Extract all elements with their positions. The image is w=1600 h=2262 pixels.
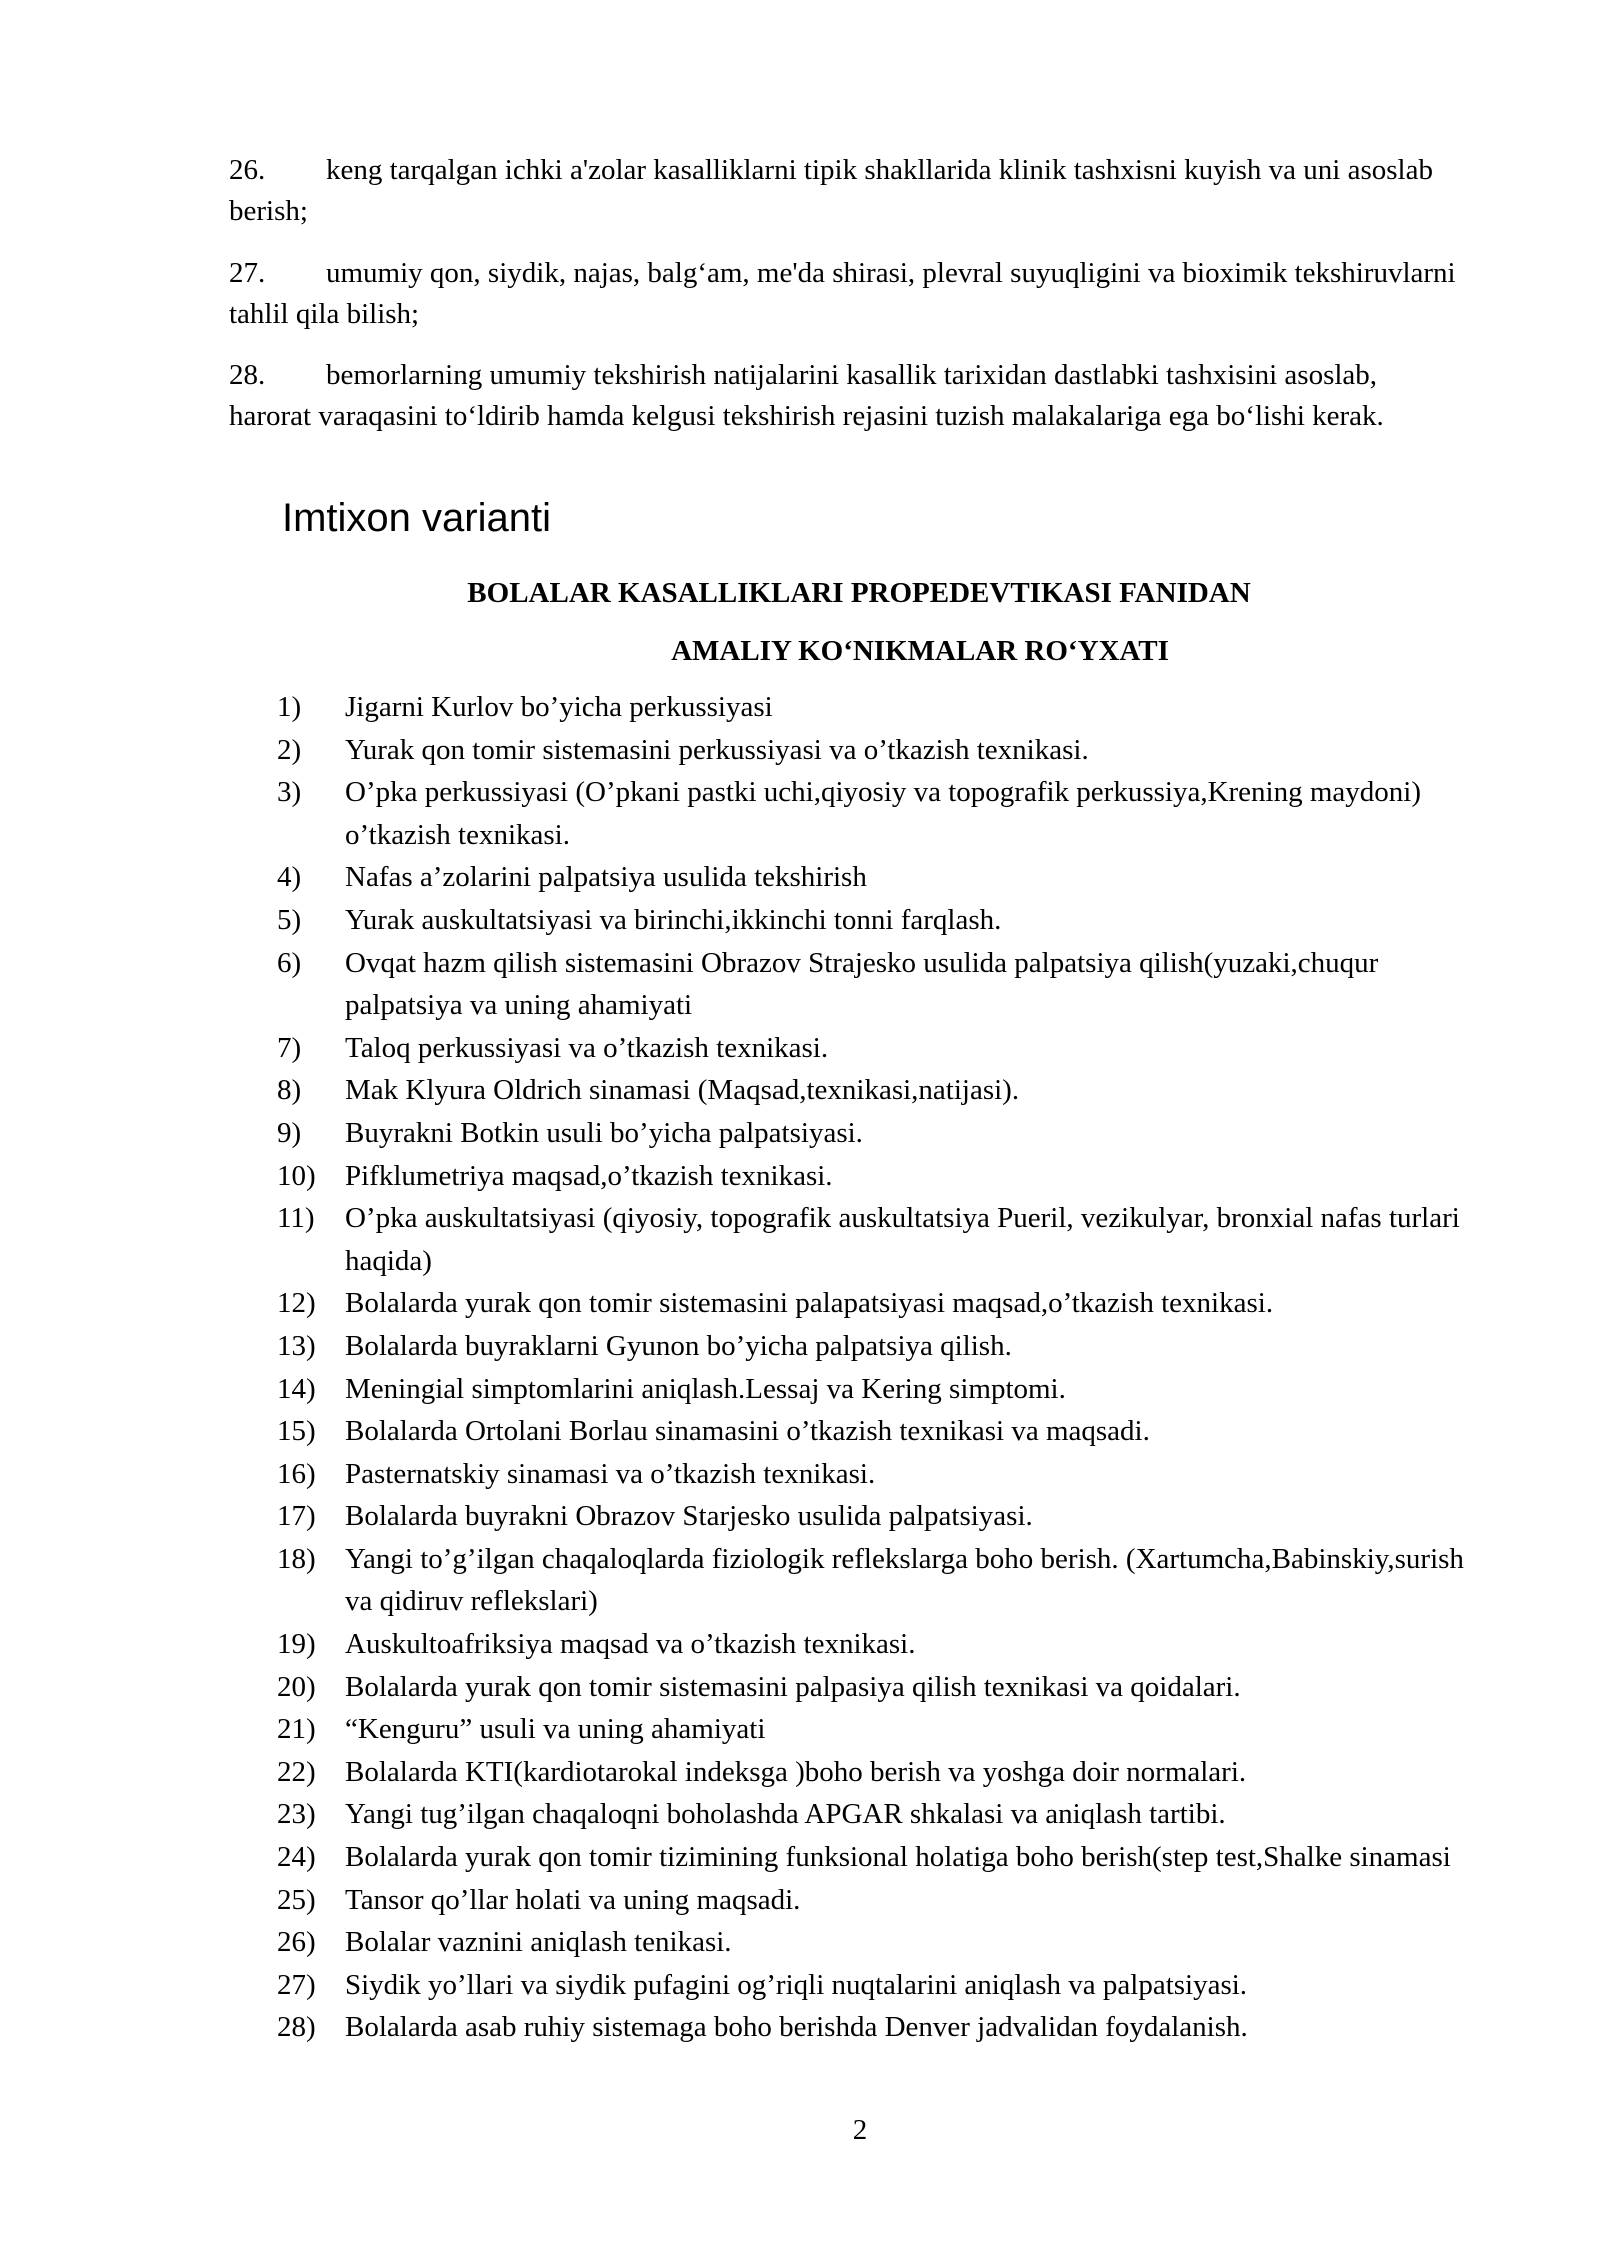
list-item — [0, 2006, 1600, 2049]
list-item-text: Meningial simptomlarini aniqlash.Lessaj va Kering simptomi. — [345, 1372, 1066, 1405]
paragraph-26 — [229, 150, 1459, 232]
list-item-number: 27) — [277, 1968, 316, 2001]
list-item-number: 2) — [277, 733, 302, 766]
list-item-text: Bolalarda Ortolani Borlau sinamasini o’tkazish texnikasi va maqsadi. — [345, 1415, 1150, 1448]
list-item-text: Bolalarda yurak qon tomir tizimining funksional holatiga boho berish(step test,Shalke sinamasi — [345, 1841, 1451, 1874]
list-item-number: 3) — [277, 776, 302, 809]
list-item-number: 22) — [277, 1755, 316, 1788]
list-item-text: Tansor qo’llar holati va uning maqsadi. — [345, 1883, 801, 1916]
list-item — [0, 1751, 1600, 1794]
list-item-text: Mak Klyura Oldrich sinamasi (Maqsad,texnikasi,natijasi). — [345, 1074, 1020, 1107]
list-item-text: O’pka auskultatsiyasi (qiyosiy, topografik auskultatsiya Pueril, vezikulyar, bronxial nafas turlari haqida) — [345, 1202, 1460, 1277]
list-item-number: 1) — [277, 691, 302, 723]
list-item-number: 11) — [277, 1202, 315, 1235]
section-heading: Imtixon varianti — [282, 496, 551, 540]
list-item — [0, 686, 1600, 729]
list-item-number: 21) — [277, 1713, 316, 1746]
list-item — [0, 1879, 1600, 1922]
page-number: 2 — [852, 2114, 868, 2146]
list-item-text: Taloq perkussiyasi va o’tkazish texnikasi. — [345, 1031, 829, 1064]
list-item-text: Bolalarda yurak qon tomir sistemasini palapatsiyasi maqsad,o’tkazish texnikasi. — [345, 1287, 1274, 1320]
list-item — [0, 1197, 1600, 1282]
list-item — [0, 1325, 1600, 1368]
paragraph-number: 26. — [229, 154, 266, 186]
list-item — [0, 1964, 1600, 2007]
list-item-text: Nafas a’zolarini palpatsiya usulida tekshirish — [345, 861, 867, 894]
list-item — [0, 1368, 1600, 1411]
list-item-number: 13) — [277, 1329, 316, 1362]
list-item-text: Yangi to’g’ilgan chaqaloqlarda fiziologik reflekslarga boho berish. (Xartumcha,Babinskiy,surish va qidiruv reflekslari) — [345, 1542, 1464, 1618]
paragraph-28 — [229, 355, 1459, 437]
list-item — [0, 1453, 1600, 1496]
list-item-number: 17) — [277, 1500, 316, 1533]
list-item — [0, 1410, 1600, 1453]
list-item — [0, 1666, 1600, 1709]
list-item-number: 28) — [277, 2011, 316, 2044]
list-item-text: Jigarni Kurlov bo’yicha perkussiyasi — [345, 691, 773, 723]
list-item-number: 26) — [277, 1926, 316, 1959]
list-title-line-1: BOLALAR KASALLIKLARI PROPEDEVTIKASI FANIDAN — [467, 577, 1251, 609]
list-item-text: Pasternatskiy sinamasi va o’tkazish texnikasi. — [345, 1457, 876, 1490]
list-item — [0, 899, 1600, 942]
paragraph-text: umumiy qon, siydik, najas, balg‘am, me'da shirasi, plevral suyuqligini va bioximik tekshiruvlarni tahlil qila bilish; — [229, 257, 1456, 330]
list-item — [0, 1112, 1600, 1155]
list-item — [0, 1708, 1600, 1751]
list-item — [0, 1793, 1600, 1836]
list-item-text: Bolalarda buyraklarni Gyunon bo’yicha palpatsiya qilish. — [345, 1329, 1012, 1362]
list-item — [0, 1155, 1600, 1198]
list-item — [0, 856, 1600, 899]
list-item-text: Bolalarda asab ruhiy sistemaga boho berishda Denver jadvalidan foydalanish. — [345, 2011, 1248, 2044]
list-item — [0, 942, 1600, 1027]
paragraph-number: 27. — [229, 257, 266, 289]
list-item-number: 23) — [277, 1798, 316, 1831]
list-item — [0, 1538, 1600, 1623]
list-item-text: Bolalarda yurak qon tomir sistemasini palpasiya qilish texnikasi va qoidalari. — [345, 1670, 1241, 1703]
list-item-text: “Kenguru” usuli va uning ahamiyati — [345, 1713, 766, 1746]
list-item — [0, 1282, 1600, 1325]
list-item-number: 6) — [277, 946, 302, 979]
list-item — [0, 771, 1600, 856]
list-item — [0, 729, 1600, 772]
list-item-text: Yurak qon tomir sistemasini perkussiyasi va o’tkazish texnikasi. — [345, 733, 1089, 766]
list-item-text: Yangi tug’ilgan chaqaloqni boholashda APGAR shkalasi va aniqlash tartibi. — [345, 1798, 1226, 1831]
list-item-number: 15) — [277, 1415, 316, 1448]
list-item — [0, 1495, 1600, 1538]
list-item-number: 12) — [277, 1287, 316, 1320]
list-item-text: Yurak auskultatsiyasi va birinchi,ikkinchi tonni farqlash. — [345, 903, 1002, 936]
list-item-number: 10) — [277, 1159, 316, 1192]
list-item-text: Buyrakni Botkin usuli bo’yicha palpatsiyasi. — [345, 1116, 863, 1149]
list-item-text: Bolalarda KTI(kardiotarokal indeksga )boho berish va yoshga doir normalari. — [345, 1755, 1247, 1788]
list-item-text: Auskultoafriksiya maqsad va o’tkazish texnikasi. — [345, 1628, 916, 1661]
list-item-number: 19) — [277, 1628, 316, 1661]
list-item-number: 4) — [277, 861, 302, 894]
list-item-number: 24) — [277, 1841, 316, 1874]
paragraph-text: bemorlarning umumiy tekshirish natijalarini kasallik tarixidan dastlabki tashxisini asoslab, harorat varaqasini to‘ldirib hamda kelgusi tekshirish rejasini tuzish malakalariga ega bo‘lishi kerak. — [229, 359, 1384, 432]
list-item-text: Bolalarda buyrakni Obrazov Starjesko usulida palpatsiyasi. — [345, 1500, 1033, 1533]
list-item-number: 20) — [277, 1670, 316, 1703]
list-item-number: 14) — [277, 1372, 316, 1405]
list-item-text: Pifklumetriya maqsad,o’tkazish texnikasi. — [345, 1159, 833, 1192]
list-item-text: Siydik yo’llari va siydik pufagini og’riqli nuqtalarini aniqlash va palpatsiyasi. — [345, 1968, 1248, 2001]
list-item — [0, 1623, 1600, 1666]
list-item-number: 9) — [277, 1116, 302, 1149]
list-item-number: 7) — [277, 1031, 302, 1064]
list-item — [0, 1836, 1600, 1879]
list-item-number: 5) — [277, 903, 302, 936]
list-item-number: 25) — [277, 1883, 316, 1916]
paragraph-number: 28. — [229, 359, 266, 391]
list-item-text: Bolalar vaznini aniqlash tenikasi. — [345, 1926, 732, 1959]
skills-list — [0, 686, 1600, 2049]
paragraph-27 — [229, 253, 1459, 335]
list-item — [0, 1069, 1600, 1112]
list-item-number: 16) — [277, 1457, 316, 1490]
paragraph-text: keng tarqalgan ichki a'zolar kasalliklarni tipik shakllarida klinik tashxisni kuyish va uni asoslab berish; — [229, 154, 1433, 227]
list-title-line-2: AMALIY KO‘NIKMALAR RO‘YXATI — [671, 635, 1169, 667]
list-item-text: O’pka perkussiyasi (O’pkani pastki uchi,qiyosiy va topografik perkussiya,Krening maydoni) o’tkazish texnikasi. — [345, 776, 1422, 851]
list-item-number: 8) — [277, 1074, 302, 1107]
list-item — [0, 1921, 1600, 1964]
list-item-text: Ovqat hazm qilish sistemasini Obrazov Strajesko usulida palpatsiya qilish(yuzaki,chuqur palpatsiya va uning ahamiyati — [345, 946, 1379, 1022]
list-item-number: 18) — [277, 1542, 316, 1575]
list-item — [0, 1027, 1600, 1070]
